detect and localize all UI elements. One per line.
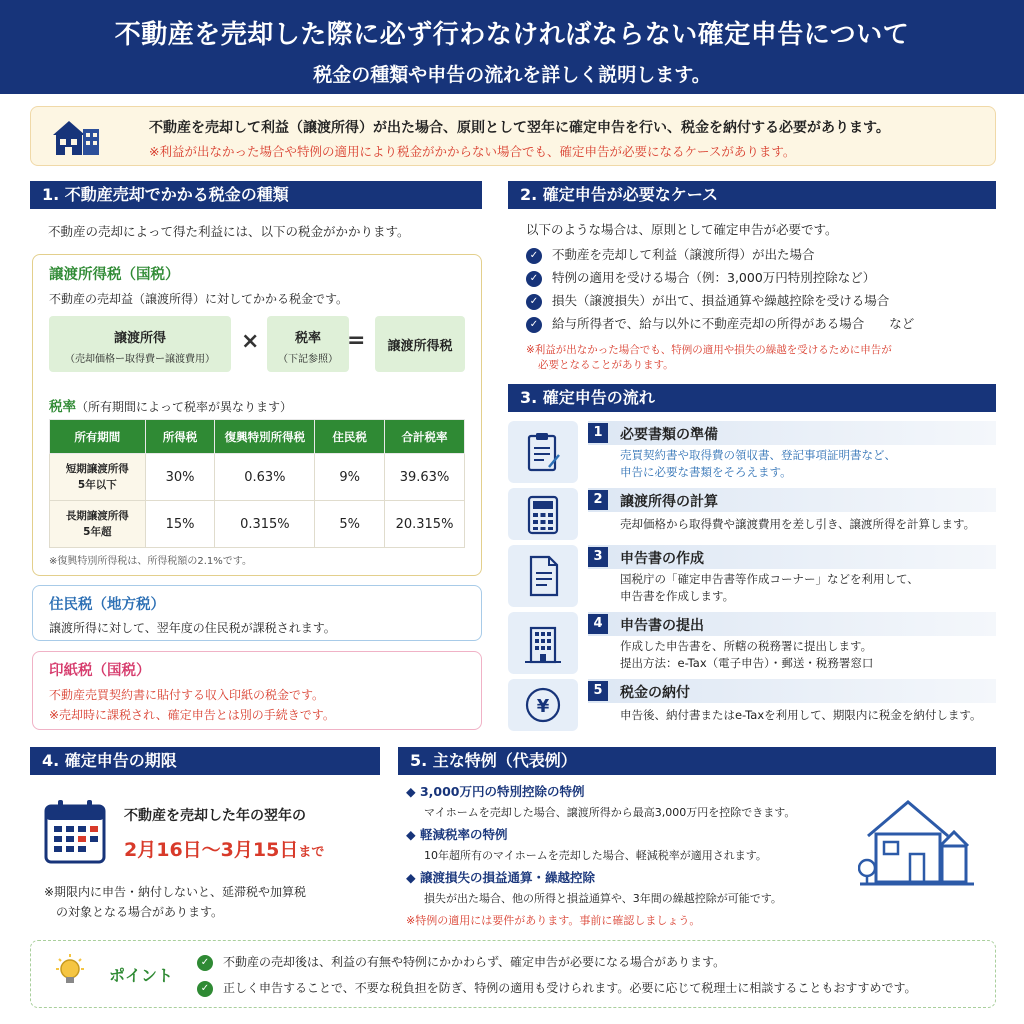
special-rule-title: ◆ 3,000万円の特別控除の特例 xyxy=(406,784,585,799)
tax-rate-table xyxy=(49,419,465,548)
step-icon-box xyxy=(508,679,578,731)
table-note: ※復興特別所得税は、所得税額の2.1%です。 xyxy=(49,556,252,567)
step-desc: 申告に必要な書類をそろえます。 xyxy=(620,465,792,479)
special-rule-desc: 損失が出た場合、他の所得と損益通算や、3年間の繰越控除が可能です。 xyxy=(424,892,782,905)
page-header xyxy=(0,0,1024,94)
point-box xyxy=(30,940,996,1008)
case-item-text: 給与所得者で、給与以外に不動産売却の所得がある場合 など xyxy=(552,316,915,331)
case-item xyxy=(526,245,815,264)
step-number: 5 xyxy=(588,681,608,701)
table-cell: 5% xyxy=(315,501,385,548)
resident-tax-box xyxy=(32,585,482,641)
flow-step xyxy=(508,545,996,607)
tax-office-icon xyxy=(523,622,563,664)
case-item xyxy=(526,291,889,310)
table-row xyxy=(50,501,465,548)
formula-gain-sub: （売却価格ー取得費ー譲渡費用） xyxy=(65,354,215,365)
period-label: 長期譲渡所得 xyxy=(65,510,129,522)
capital-gains-tax-title: 譲渡所得税（国税） xyxy=(49,267,180,283)
lightbulb-icon xyxy=(53,953,87,993)
rate-label: 税率 xyxy=(49,399,76,415)
table-cell: 0.63% xyxy=(215,454,315,501)
formula-times: × xyxy=(241,329,260,354)
case-item-text: 損失（譲渡損失）が出て、損益通算や繰越控除を受ける場合 xyxy=(552,293,890,308)
step-number: 4 xyxy=(588,614,608,634)
step-title: 申告書の提出 xyxy=(620,618,704,634)
section5-heading: 5. 主な特例（代表例） xyxy=(398,747,996,775)
formula-rate-label: 税率 xyxy=(294,331,321,346)
step-desc: 作成した申告書を、所轄の税務署に提出します。 xyxy=(620,639,873,653)
house-icon xyxy=(51,117,103,157)
step-title: 必要書類の準備 xyxy=(620,427,718,443)
case-item xyxy=(526,314,914,333)
period-years: 5年以下 xyxy=(77,479,117,491)
capital-gains-tax-box xyxy=(32,254,482,576)
deadline-note-cont: の対象となる場合があります。 xyxy=(56,905,224,919)
step-desc: 申告後、納付書またはe-Taxを利用して、期限内に税金を納付します。 xyxy=(620,708,982,722)
resident-tax-title: 住民税（地方税） xyxy=(49,597,165,613)
point-item xyxy=(197,979,917,997)
resident-tax-desc: 譲渡所得に対して、翌年度の住民税が課税されます。 xyxy=(49,621,336,635)
check-icon: ✓ xyxy=(526,294,542,310)
formula-rate-sub: （下記参照） xyxy=(278,354,338,365)
table-cell: 9% xyxy=(315,454,385,501)
special-rule-title: ◆ 譲渡損失の損益通算・繰越控除 xyxy=(406,870,595,885)
step-title: 税金の納付 xyxy=(620,685,690,701)
flow-step xyxy=(508,679,996,731)
intro-text: 不動産を売却して利益（譲渡所得）が出た場合、原則として翌年に確定申告を行い、税金を納付する必要があります。 xyxy=(149,120,890,136)
table-cell-period xyxy=(50,501,146,548)
calendar-icon xyxy=(44,798,106,864)
section1-intro: 不動産の売却によって得た利益には、以下の税金がかかります。 xyxy=(48,224,410,239)
page-title: 不動産を売却した際に必ず行わなければならない確定申告について xyxy=(114,20,910,50)
document-icon xyxy=(523,555,563,597)
table-cell: 0.315% xyxy=(215,501,315,548)
formula-equals: = xyxy=(347,328,366,353)
flow-step xyxy=(508,421,996,483)
table-header: 所得税 xyxy=(145,420,215,454)
capital-gains-tax-desc: 不動産の売却益（譲渡所得）に対してかかる税金です。 xyxy=(49,292,349,306)
table-header: 復興特別所得税 xyxy=(215,420,315,454)
flow-step xyxy=(508,612,996,674)
svg-text:¥: ¥ xyxy=(536,696,550,717)
table-cell: 15% xyxy=(145,501,215,548)
case-item-text: 特例の適用を受ける場合（例：3,000万円特別控除など） xyxy=(552,270,876,285)
table-header-row xyxy=(50,420,465,454)
check-icon: ✓ xyxy=(526,317,542,333)
step-desc: 提出方法：e-Tax（電子申告）・郵送・税務署窓口 xyxy=(620,656,874,670)
stamp-tax-box xyxy=(32,651,482,730)
house-outline-icon xyxy=(858,796,976,888)
deadline-intro: 不動産を売却した年の翌年の xyxy=(124,808,306,824)
section2-note: ※利益が出なかった場合でも、特例の適用や損失の繰越を受けるために申告が xyxy=(526,344,892,356)
section2-intro: 以下のような場合は、原則として確定申告が必要です。 xyxy=(526,222,838,237)
formula-result-box xyxy=(375,316,465,372)
step-number: 2 xyxy=(588,490,608,510)
stamp-tax-title: 印紙税（国税） xyxy=(49,663,151,679)
check-icon: ✓ xyxy=(526,248,542,264)
section2-heading: 2. 確定申告が必要なケース xyxy=(508,181,996,209)
rate-label-note: （所有期間によって税率が異なります） xyxy=(76,400,293,414)
rate-heading xyxy=(49,395,292,415)
period-label: 短期譲渡所得 xyxy=(65,463,129,475)
point-label: ポイント xyxy=(109,966,174,985)
formula-gain-box xyxy=(49,316,231,372)
intro-note: ※利益が出なかった場合や特例の適用により税金がかからない場合でも、確定申告が必要になるケースがあります。 xyxy=(149,144,796,159)
special-rule-title: ◆ 軽減税率の特例 xyxy=(406,827,508,842)
section3-heading: 3. 確定申告の流れ xyxy=(508,384,996,412)
stamp-tax-note: ※売却時に課税され、確定申告とは別の手続きです。 xyxy=(49,708,335,722)
special-rule-note: ※特例の適用には要件があります。事前に確認しましょう。 xyxy=(406,914,701,927)
point-item xyxy=(197,953,725,971)
table-header: 合計税率 xyxy=(385,420,465,454)
step-icon-box xyxy=(508,421,578,483)
yen-coin-icon xyxy=(523,684,563,726)
step-desc: 国税庁の「確定申告書等作成コーナー」などを利用して、 xyxy=(620,572,919,586)
deadline-date xyxy=(124,835,324,862)
deadline-date-range: 2月16日〜3月15日 xyxy=(124,839,299,861)
table-cell: 30% xyxy=(145,454,215,501)
special-rule-desc: 10年超所有のマイホームを売却した場合、軽減税率が適用されます。 xyxy=(424,849,767,862)
flow-step xyxy=(508,488,996,540)
step-number: 3 xyxy=(588,547,608,567)
formula-result-label: 譲渡所得税 xyxy=(387,339,453,354)
step-desc: 申告書を作成します。 xyxy=(620,589,735,603)
table-cell-period xyxy=(50,454,146,501)
section1-heading: 1. 不動産売却でかかる税金の種類 xyxy=(30,181,482,209)
step-title: 譲渡所得の計算 xyxy=(620,494,718,510)
stamp-tax-desc: 不動産売買契約書に貼付する収入印紙の税金です。 xyxy=(49,688,325,702)
intro-box xyxy=(30,106,996,166)
check-icon: ✓ xyxy=(526,271,542,287)
formula-gain-label: 譲渡所得 xyxy=(113,331,166,346)
point-item-text: 不動産の売却後は、利益の有無や特例にかかわらず、確定申告が必要になる場合があります。 xyxy=(223,955,726,969)
calculator-icon xyxy=(523,495,563,535)
point-item-text: 正しく申告することで、不要な税負担を防ぎ、特例の適用も受けられます。必要に応じて税理士に相談することもおすすめです。 xyxy=(223,981,917,995)
table-cell: 39.63% xyxy=(385,454,465,501)
table-row xyxy=(50,454,465,501)
case-item-text: 不動産を売却して利益（譲渡所得）が出た場合 xyxy=(552,247,815,262)
special-rule-desc: マイホームを売却した場合、譲渡所得から最高3,000万円を控除できます。 xyxy=(424,806,796,819)
check-icon: ✓ xyxy=(197,955,213,971)
page-subtitle: 税金の種類や申告の流れを詳しく説明します。 xyxy=(313,64,711,86)
section4-heading: 4. 確定申告の期限 xyxy=(30,747,380,775)
section2-note-cont: 必要となることがあります。 xyxy=(538,359,674,371)
deadline-date-suffix: まで xyxy=(298,845,325,860)
step-desc: 売却価格から取得費や譲渡費用を差し引き、譲渡所得を計算します。 xyxy=(620,517,976,531)
table-header: 住民税 xyxy=(315,420,385,454)
step-icon-box xyxy=(508,612,578,674)
step-number: 1 xyxy=(588,423,608,443)
case-item xyxy=(526,268,875,287)
step-title: 申告書の作成 xyxy=(620,551,704,567)
check-icon: ✓ xyxy=(197,981,213,997)
formula-rate-box xyxy=(267,316,349,372)
table-cell: 20.315% xyxy=(385,501,465,548)
clipboard-icon xyxy=(523,431,563,473)
step-desc: 売買契約書や取得費の領収書、登記事項証明書など、 xyxy=(620,448,896,462)
step-icon-box xyxy=(508,488,578,540)
deadline-note: ※期限内に申告・納付しないと、延滞税や加算税 xyxy=(44,885,307,899)
period-years: 5年超 xyxy=(83,526,112,538)
table-header: 所有期間 xyxy=(50,420,146,454)
step-icon-box xyxy=(508,545,578,607)
